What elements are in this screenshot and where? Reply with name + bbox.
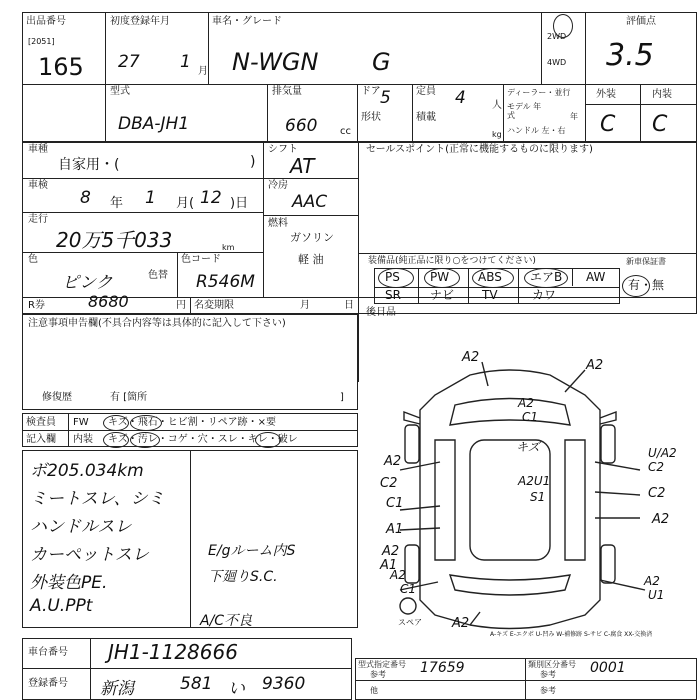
spare-label: スペア [398, 618, 422, 627]
color-code-label: 色コード [181, 254, 221, 265]
diagram-mark-a2-3: A2 [518, 396, 534, 410]
remark-3: ハンドルスレ [30, 517, 132, 537]
load-label: 積載 [416, 112, 436, 123]
drive-2wd: 2WD [547, 32, 567, 41]
equip-leather: カワ [532, 288, 557, 302]
month-suffix: 月 [198, 66, 208, 77]
remark-6: A.U.PPt [30, 596, 93, 616]
exterior-grade: C [600, 112, 616, 137]
first-reg-month: 1 [180, 52, 191, 72]
reg-kana: い [228, 679, 245, 699]
reg-place: 新潟 [100, 679, 134, 699]
displacement-label: 排気量 [272, 86, 302, 97]
category-value: 自家用・( [58, 157, 120, 173]
equipment-label: 装備品(純正品に限り○をつけてください) [368, 256, 536, 266]
lot-label: 出品番号 [26, 16, 66, 27]
category-close: ) [250, 154, 256, 170]
form-num-label: 型式指定番号 [358, 660, 406, 669]
diagram-mark-c2-2: C2 [648, 460, 665, 474]
score: 3.5 [606, 38, 654, 73]
sales-point-label: セールスポイント(正常に機能するものに限ります) [366, 144, 593, 155]
car-name: N-WGN [232, 48, 319, 76]
diagram-mark-a2u1: A2U1 [518, 474, 551, 488]
person-unit: 人 [492, 100, 502, 111]
reg-label: 登録番号 [28, 678, 68, 689]
etc: 参考 [540, 686, 556, 695]
entry-label: 記入欄 [26, 434, 56, 445]
diagram-mark-c1-2: C1 [386, 496, 404, 511]
fuel-gasoline: ガソリン [290, 231, 334, 244]
repair-label: 修復歴 [42, 392, 72, 403]
reg-num: 9360 [262, 674, 306, 694]
first-reg-label: 初度登録年月 [110, 16, 170, 27]
equip-abs: ABS [478, 270, 502, 284]
cat-num: 0001 [590, 660, 626, 676]
name-limit-month: 月 [300, 300, 310, 311]
name-limit-label: 名変期限 [194, 300, 234, 311]
diagram-mark-c1-1: C1 [522, 410, 539, 424]
equip-tv: TV [482, 288, 498, 302]
equip-aw: AW [586, 270, 606, 284]
inspection-month: 1 [145, 188, 156, 208]
color-code: R546M [196, 272, 255, 292]
inspection-year: 8 [80, 188, 91, 208]
reg-class: 581 [180, 674, 213, 694]
inspector-label: 検査員 [26, 417, 56, 428]
score-label: 評価点 [626, 16, 656, 27]
name-label: 車名・グレード [212, 16, 282, 27]
lot-code: [2051] [28, 37, 55, 46]
warranty-value: 有・無 [628, 278, 665, 292]
doors: 5 [380, 88, 391, 108]
name-limit-day: 日 [344, 300, 354, 311]
ref-2: 参考 [540, 670, 556, 679]
displacement: 660 [285, 116, 318, 136]
equip-navi: ナビ [430, 288, 455, 302]
inspector-fw: FW [73, 417, 89, 428]
diagram-mark-a2-9: A2 [452, 616, 470, 631]
fuel-label: 燃料 [268, 218, 288, 229]
km-unit: km [222, 243, 235, 252]
bottom-right-block [355, 658, 697, 700]
dealer-label: ディーラー・並行 [507, 88, 571, 97]
diagram-mark-a1-2: A1 [380, 558, 398, 573]
paint-label: 色替 [148, 270, 168, 281]
warranty-label: 新車保証書 [626, 257, 666, 266]
year-unit: 年 [570, 112, 578, 121]
diagram-mark-a2-8: A2 [644, 574, 660, 588]
notice-label: 注意事項申告欄(不具合内容等は具体的に記入して下さい) [28, 318, 286, 329]
model-year-label: モデル 年式 [507, 102, 542, 120]
equip-airbag: エアB [530, 270, 563, 284]
kg-unit: kg [492, 130, 502, 139]
diagram-mark-a2-1: A2 [462, 350, 480, 365]
interior-label: 内装 [652, 89, 672, 100]
diagram-mark-kizu: キズ [516, 440, 540, 454]
yen-unit: 円 [176, 300, 186, 311]
right-remark-2: 下廻りS.C. [208, 569, 278, 585]
diagram-mark-a2-2: A2 [586, 358, 604, 373]
shift: AT [290, 154, 315, 178]
first-reg-year: 27 [118, 52, 140, 72]
diagram-mark-s1: S1 [530, 490, 546, 504]
mileage-label: 走行 [28, 214, 48, 225]
inspection-day: 12 [200, 188, 222, 208]
right-remark-1: E/gルーム内S [208, 543, 296, 559]
remark-5: 外装色PE. [30, 573, 108, 593]
entry-items: キズ・汚レ・コゲ・穴・スレ・キレ・破レ [108, 434, 298, 445]
inspector-items: キズ・飛石・ヒビ割・リペア跡・×要 [108, 417, 276, 428]
aircon: AAC [292, 192, 328, 212]
color-label: 色 [28, 254, 38, 265]
diagram-mark-a1-1: A1 [386, 522, 404, 537]
color: ピンク [62, 273, 113, 293]
equip-pw: PW [430, 270, 450, 284]
diagram-mark-a2-7: A2 [390, 568, 406, 582]
price-label: R券 [28, 300, 45, 311]
chassis: JH1-1128666 [108, 640, 238, 664]
chassis-label: 車台番号 [28, 647, 68, 658]
inspection-y-unit: 年 [110, 196, 124, 211]
model-label: 型式 [110, 86, 130, 97]
remark-2: ミートスレ、シミ [30, 489, 165, 509]
capacity: 4 [455, 88, 466, 108]
entry-interior: 内装 [73, 434, 93, 445]
diagram-mark-u1: U1 [648, 588, 665, 602]
diagram-legend: A-キズ E-エクボ U-凹み W-補修跡 S-サビ C-腐食 XX-交換済 [490, 631, 653, 638]
aircon-label: 冷房 [268, 180, 288, 191]
shift-label: シフト [268, 144, 298, 155]
drive-4wd: 4WD [547, 58, 567, 67]
category-label: 車種 [28, 144, 48, 155]
model: DBA-JH1 [118, 114, 190, 134]
cat-num-label: 類別区分番号 [528, 660, 576, 669]
remark-4: カーペットスレ [30, 545, 149, 565]
inspection-label: 車検 [28, 180, 48, 191]
capacity-label: 定員 [416, 86, 436, 97]
diagram-mark-ua2: U/A2 [648, 446, 677, 460]
ref-1: 参考 [370, 670, 386, 679]
form-num: 17659 [420, 660, 465, 676]
lot-number: 165 [38, 53, 84, 81]
ac-note: A/C不良 [200, 613, 253, 629]
equip-ps: PS [385, 270, 400, 284]
later-label: 後日品 [366, 307, 396, 318]
diagram-mark-c2-3: C2 [648, 486, 666, 501]
price: 8680 [88, 292, 129, 311]
diagram-mark-c2-1: C2 [380, 476, 398, 491]
exterior-label: 外装 [596, 89, 616, 100]
handle-label: ハンドル 左・右 [507, 126, 566, 135]
repair-value: 有 [箇所 [110, 392, 148, 403]
interior-grade: C [652, 112, 668, 137]
mileage: 20万5千033 [56, 228, 173, 252]
inspection-m-unit: 月( [176, 196, 195, 211]
shape-label: 形状 [361, 112, 381, 123]
inspection-d-unit: )日 [230, 196, 249, 211]
diagram-mark-a2-6: A2 [382, 544, 400, 559]
remark-1: ボ205.034km [30, 461, 144, 481]
doors-label: ドア [361, 86, 381, 97]
diagram-mark-a2-4: A2 [384, 454, 402, 469]
fuel-diesel: 軽 油 [298, 253, 324, 266]
cc-unit: cc [340, 126, 351, 137]
grade: G [372, 48, 391, 76]
repair-close: ] [340, 392, 344, 403]
diagram-mark-a2-5: A2 [652, 512, 670, 527]
equip-sr: SR [385, 288, 401, 302]
diagram-mark-c1-3: C1 [400, 582, 417, 596]
others: 他 [370, 686, 378, 695]
